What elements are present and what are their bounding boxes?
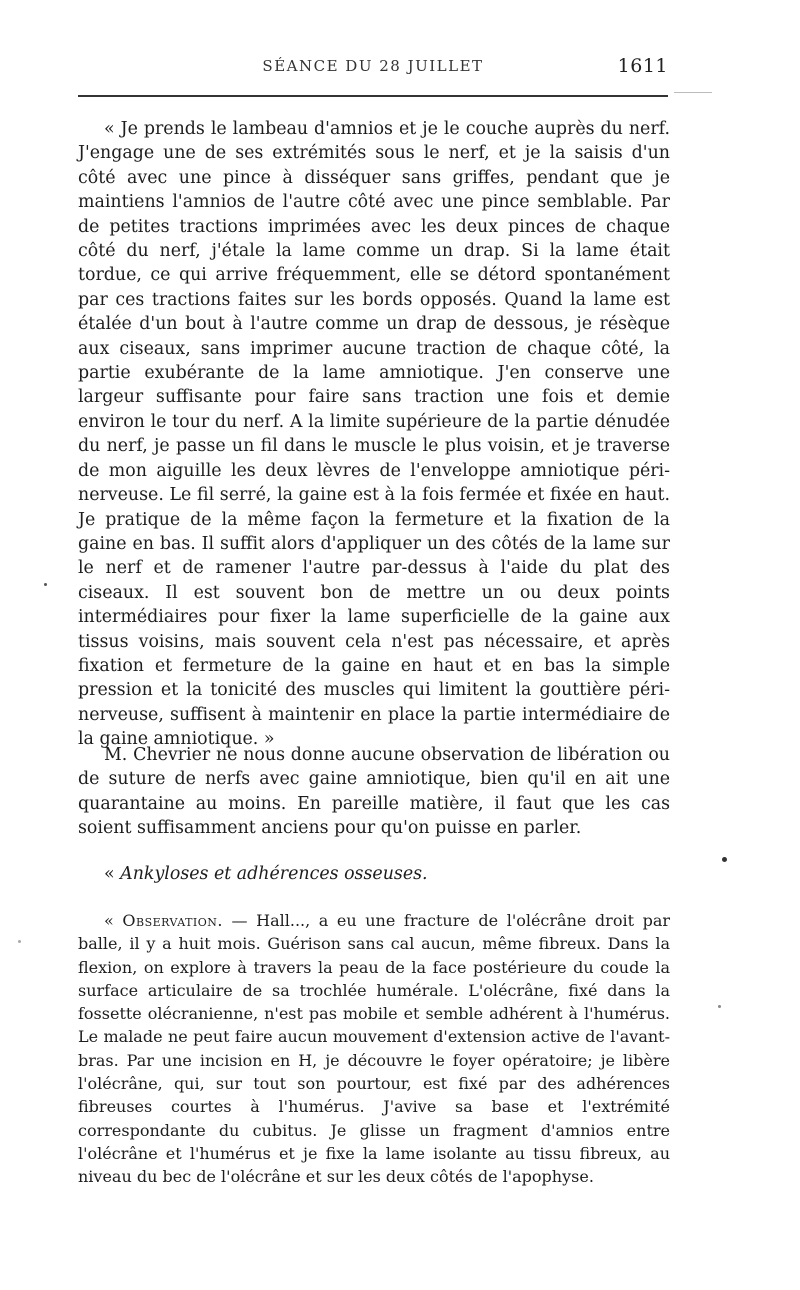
observation-label: Observation. (122, 911, 223, 930)
header-rule-tail (674, 92, 712, 93)
header-rule (78, 95, 668, 97)
running-head (78, 55, 668, 85)
scan-speck (718, 1005, 721, 1008)
scan-speck (44, 583, 47, 586)
chevrier-paragraph: M. Chevrier ne nous donne aucune observation de libération ou de suture de nerfs avec gaine amniotique, bien qu'il en ait une quarantaine au moins. En pareille matière, il faut que les cas soient suffisamment anciens pour qu'on puisse en parler. (78, 745, 670, 839)
section-heading-text: Ankyloses et adhérences osseuses. (120, 864, 428, 884)
scan-speck (722, 857, 727, 862)
page-number: 1611 (617, 55, 668, 77)
section-heading-block (78, 862, 670, 886)
observation-paragraph-block (78, 909, 670, 1189)
observation-paragraph (78, 909, 670, 1189)
running-title: SÉANCE DU 28 JUILLET (262, 57, 484, 75)
quoted-paragraph: « Je prends le lambeau d'amnios et je le couche auprès du nerf. J'engage une de ses extrémités sous le nerf, et je la saisis d'un côté avec une pince à disséquer sans griffes, pendant que je maintiens l'amnios de l'autre côté avec une pince semblable. Par de petites tractions imprimées avec les deux pinces de chaque côté du nerf, j'étale la lame comme un drap. Si la lame était tordue, ce qui arrive fréquemment, elle se détord spontanément par ces tractions faites sur les bords opposés. Quand la lame est étalée d'un bout à l'autre comme un drap de dessous, je résèque aux ciseaux, sans imprimer aucune traction de chaque côté, la partie exubérante de la lame amniotique. J'en conserve une largeur suffisante pour faire sans traction une fois et demie environ le tour du nerf. A la limite supérieure de la partie dénudée du nerf, je passe un fil dans le muscle le plus voisin, et je traverse de mon aiguille les deux lèvres de l'enveloppe amniotique péri-nerveuse. Le fil serré, la gaine est à la fois fermée et fixée en haut. Je pratique de la même façon la fermeture et la fixation de la gaine en bas. Il suffit alors d'appliquer un des côtés de la lame sur le nerf et de ramener l'autre par-dessus à l'aide du plat des ciseaux. Il est souvent bon de mettre un ou deux points intermédiaires pour fixer la lame superficielle de la gaine aux tissus voisins, mais souvent cela n'est pas nécessaire, et après fixation et fermeture de la gaine en haut et en bas la simple pression et la tonicité des muscles qui limitent la gouttière péri-nerveuse, suffisent à maintenir en place la partie intermédiaire de la gaine amniotique. » (78, 119, 670, 750)
section-heading (78, 862, 670, 886)
observation-text: — Hall..., a eu une fracture de l'olécrâne droit par balle, il y a huit mois. Guérison sans cal aucun, même fibreux. Dans la flexion, on explore à travers la peau de la face postérieure du coude la surface articulaire de sa trochlée humérale. L'olécrâne, fixé dans la fossette olécranienne, n'est pas mobile et semble adhérent à l'humérus. Le malade ne peut faire aucun mouvement d'extension active de l'avant-bras. Par une incision en H, je découvre le foyer opératoire; je libère l'olécrâne, qui, sur tout son pourtour, est fixé par des adhérences fibreuses courtes à l'humérus. J'avive sa base et l'extrémité correspondante du cubitus. Je glisse un fragment d'amnios entre l'olécrâne et l'humérus et je fixe la lame isolante au tissu fibreux, au niveau du bec de l'olécrâne et sur les deux côtés de l'apophyse. (78, 911, 671, 1187)
quoted-paragraph-block (78, 117, 670, 752)
observation-open-quote: « (104, 911, 123, 930)
chevrier-paragraph-block (78, 743, 670, 841)
section-heading-quote-mark: « (104, 864, 121, 884)
scan-speck (18, 940, 21, 943)
